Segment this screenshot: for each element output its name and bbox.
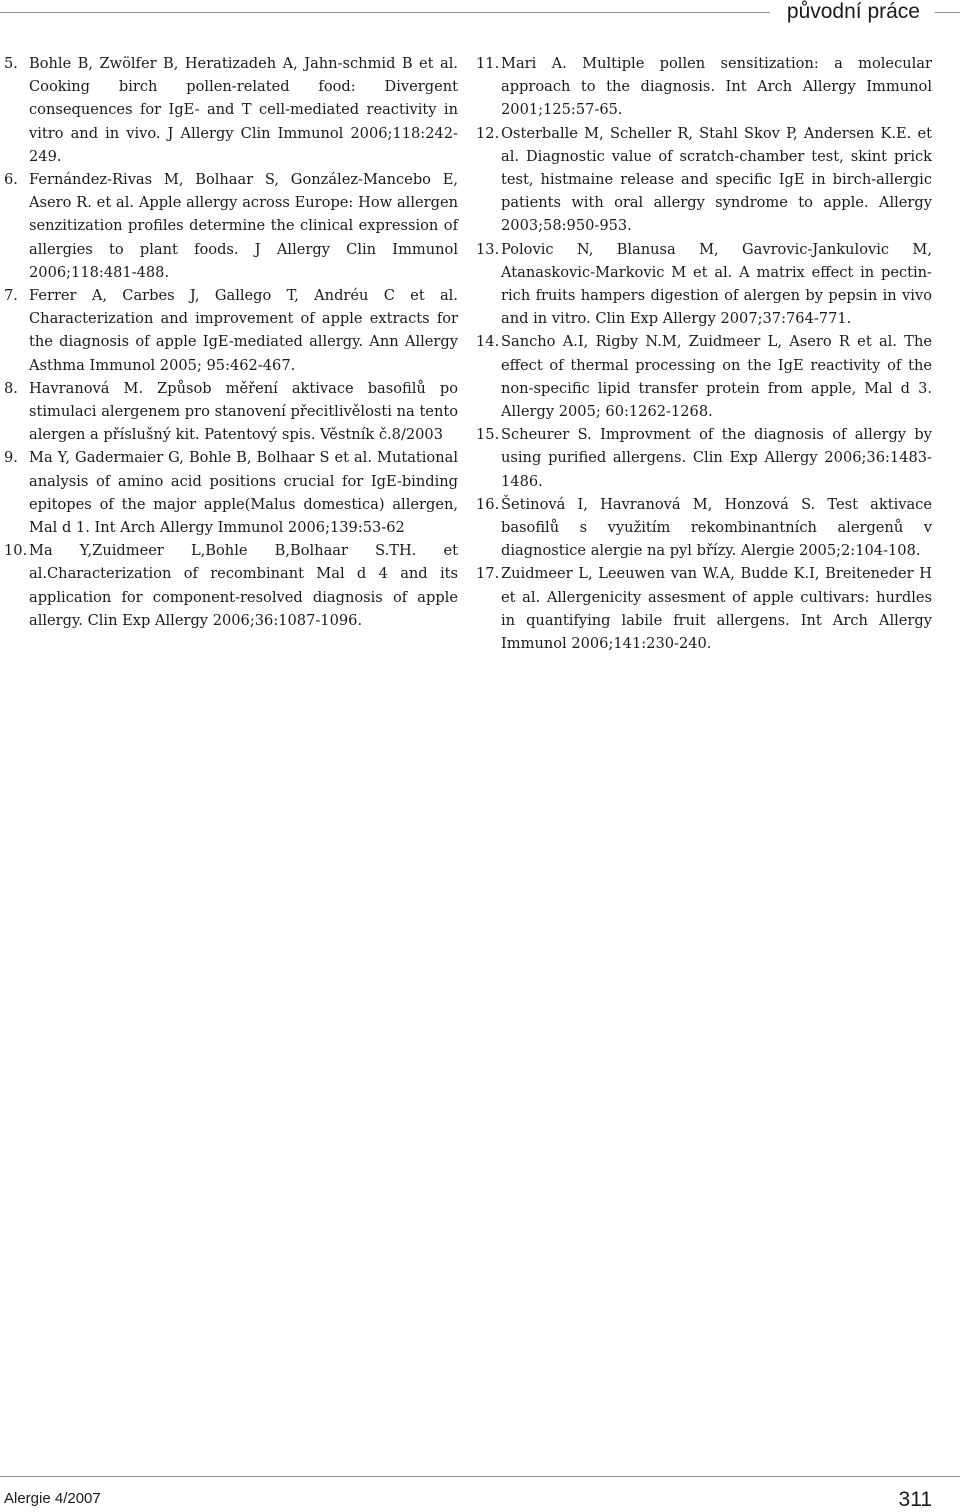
section-title: původní práce: [786, 0, 920, 23]
reference-item: [4, 446, 458, 539]
reference-text: Ma Y,Zuidmeer L,Bohle B,Bolhaar S.TH. et al.Characterization of recombinant Mal d 4 and its application for component-resolved diagnosis of apple allergy. Clin Exp Allergy 2006;36:1087-1096.: [29, 542, 458, 629]
reference-text: Scheurer S. Improvment of the diagnosis of allergy by using purified allergens. Clin Exp Allergy 2006;36:1483-1486.: [501, 426, 932, 490]
reference-number: 15.: [476, 426, 500, 444]
references-left-column: [4, 52, 458, 632]
reference-number: 16.: [476, 495, 500, 513]
reference-item: [4, 284, 458, 377]
reference-number: 13.: [476, 240, 500, 258]
reference-text: Bohle B, Zwölfer B, Heratizadeh A, Jahn-schmid B et al. Cooking birch pollen-related food: Divergent consequences for IgE- and T cell-mediated reactivity in vitro and in vivo. J Allergy Clin Immunol 2006;118:242-249.: [29, 55, 458, 165]
reference-item: [4, 52, 458, 168]
reference-item: [476, 122, 932, 238]
reference-text: Ferrer A, Carbes J, Gallego T, Andréu C et al. Characterization and improvement of apple extracts for the diagnosis of apple IgE-mediated allergy. Ann Allergy Asthma Immunol 2005; 95:462-467.: [29, 287, 458, 374]
reference-number: 6.: [4, 171, 18, 189]
reference-number: 8.: [4, 379, 18, 397]
reference-number: 9.: [4, 449, 18, 467]
reference-text: Havranová M. Způsob měření aktivace basofilů po stimulaci alergenem pro stanovení přecitlivělosti na tento alergen a příslušný kit. Patentový spis. Věstník č.8/2003: [29, 379, 458, 444]
reference-number: 7.: [4, 287, 18, 305]
header-rule-right: [935, 12, 960, 13]
reference-item: [4, 168, 458, 284]
journal-issue: Alergie 4/2007: [4, 1490, 101, 1507]
reference-number: 14.: [476, 333, 500, 351]
reference-item: [476, 423, 932, 493]
reference-item: [4, 539, 458, 632]
reference-item: [4, 377, 458, 447]
page-number: 311: [898, 1488, 932, 1511]
reference-item: [476, 238, 932, 331]
reference-item: [476, 52, 932, 122]
reference-text: Sancho A.I, Rigby N.M, Zuidmeer L, Asero R et al. The effect of thermal processing on the IgE reactivity of the non-specific lipid transfer protein from apple, Mal d 3. Allergy 2005; 60:1262-1268.: [501, 333, 932, 421]
header-rule: [0, 12, 770, 13]
reference-number: 5.: [4, 55, 18, 72]
reference-item: [476, 330, 932, 423]
reference-number: 12.: [476, 124, 500, 142]
footer-rule: [0, 1476, 960, 1477]
reference-text: Polovic N, Blanusa M, Gavrovic-Jankulovic M, Atanaskovic-Markovic M et al. A matrix effect in pectin-rich fruits hampers digestion of alergen by pepsin in vivo and in vitro. Clin Exp Allergy 2007;37:764-771.: [501, 240, 932, 328]
reference-text: Šetinová I, Havranová M, Honzová S. Test aktivace basofilů s využitím rekombinantních alergenů v diagnostice alergie na pyl břízy. Alergie 2005;2:104-108.: [501, 495, 932, 560]
reference-item: [476, 562, 932, 655]
reference-number: 17.: [476, 565, 500, 583]
reference-text: Osterballe M, Scheller R, Stahl Skov P, Andersen K.E. et al. Diagnostic value of scratch-chamber test, skint prick test, histmaine release and specific IgE in birch-allergic patients with oral allergy syndrome to apple. Allergy 2003;58:950-953.: [501, 124, 932, 235]
reference-number: 10.: [4, 542, 28, 560]
reference-number: 11.: [476, 55, 500, 72]
reference-text: Mari A. Multiple pollen sensitization: a molecular approach to the diagnosis. Int Arch Allergy Immunol 2001;125:57-65.: [501, 55, 932, 119]
reference-text: Fernández-Rivas M, Bolhaar S, González-Mancebo E, Asero R. et al. Apple allergy across Europe: How allergen senzitization profiles determine the clinical expression of allergies to plant foods. J Allergy Clin Immunol 2006;118:481-488.: [29, 171, 458, 281]
reference-item: [476, 493, 932, 563]
references-right-column: [476, 52, 932, 655]
reference-text: Zuidmeer L, Leeuwen van W.A, Budde K.I, Breiteneder H et al. Allergenicity assesment of apple cultivars: hurdles in quantifying labile fruit allergens. Int Arch Allergy Immunol 2006;141:230-240.: [501, 565, 932, 653]
reference-text: Ma Y, Gadermaier G, Bohle B, Bolhaar S et al. Mutational analysis of amino acid positions crucial for IgE-binding epitopes of the major apple(Malus domestica) allergen, Mal d 1. Int Arch Allergy Immunol 2006;139:53-62: [29, 449, 458, 537]
